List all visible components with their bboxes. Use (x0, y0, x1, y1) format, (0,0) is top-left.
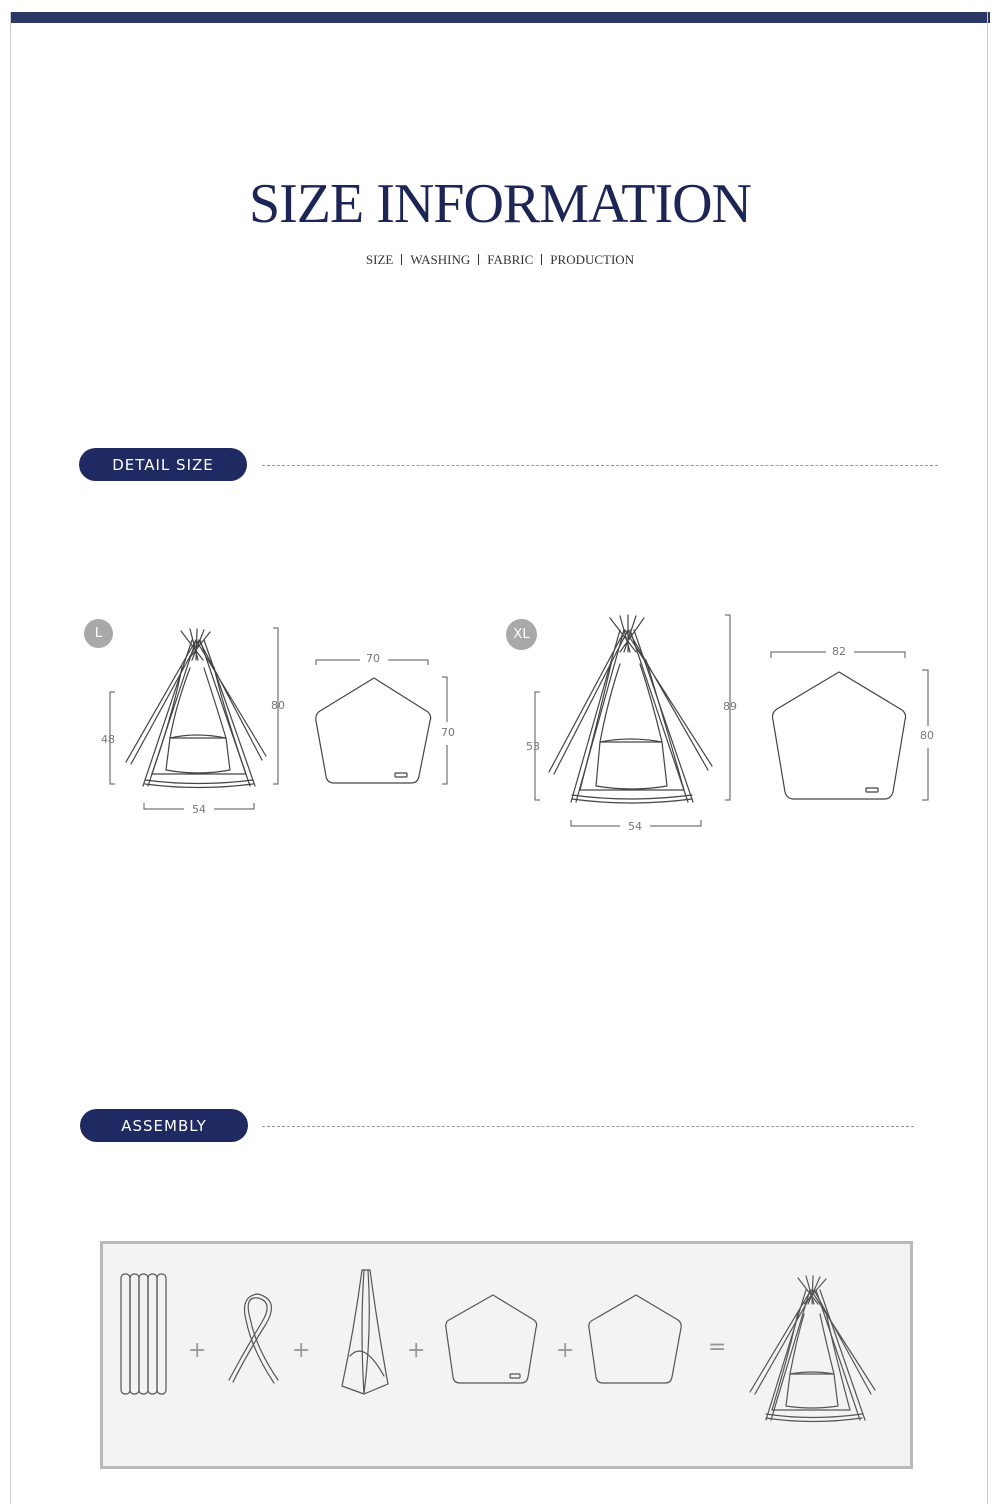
dim-xl-tent-height: 89 (723, 700, 737, 713)
dim-xl-mat-width: 82 (832, 645, 846, 658)
poles-part (121, 1274, 166, 1394)
page-title: SIZE INFORMATION (249, 173, 751, 235)
plus-sign: + (556, 1338, 575, 1363)
dim-l-door-height: 48 (101, 733, 115, 746)
dim-xl-tent-width: 54 (628, 820, 642, 833)
subnav-production: PRODUCTION (550, 252, 635, 267)
size-badge-xl: XL (506, 619, 537, 650)
plus-sign: + (188, 1338, 207, 1363)
dim-xl-door-height: 53 (526, 740, 540, 753)
dim-l-tent-width: 54 (192, 803, 206, 816)
assembly-heading: ASSEMBLY (80, 1109, 248, 1142)
mat-part (446, 1295, 537, 1383)
tent-result-part (750, 1276, 875, 1422)
dim-l-mat-width: 70 (366, 652, 380, 665)
subnav-washing: WASHING (410, 252, 471, 267)
cushion-part (589, 1295, 681, 1383)
subnav-size: SIZE (365, 252, 394, 267)
size-badge-l: L (84, 619, 113, 648)
rope-part (229, 1294, 278, 1383)
dim-l-tent-height: 80 (271, 699, 285, 712)
dim-l-mat-depth: 70 (441, 726, 455, 739)
plus-sign: + (407, 1338, 426, 1363)
plus-sign: + (292, 1338, 311, 1363)
subnav-fabric: FABRIC (487, 252, 534, 267)
canvas-part (342, 1270, 388, 1394)
dim-xl-mat-depth: 80 (920, 729, 934, 742)
detail-size-heading: DETAIL SIZE (79, 448, 247, 481)
equals-sign: = (708, 1335, 727, 1360)
